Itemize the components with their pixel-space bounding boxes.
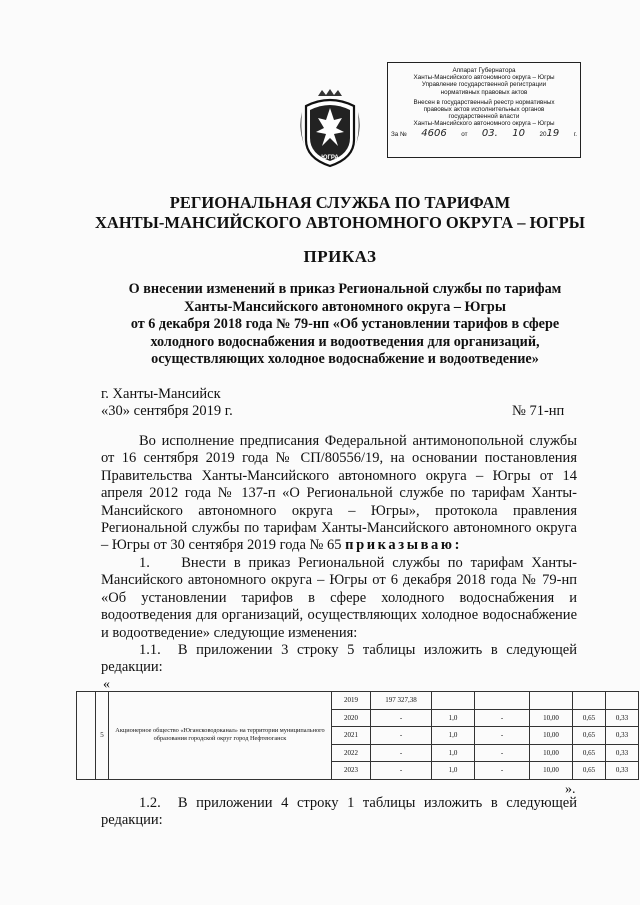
table-cell: 197 327,38 — [371, 692, 432, 710]
emblem-label: ЮГРА — [321, 155, 339, 161]
stamp-reg-prefix: За № — [391, 130, 407, 138]
tariff-table — [76, 691, 639, 780]
table-cell: - — [371, 727, 432, 745]
table-cell: - — [475, 744, 530, 762]
quote-close: ». — [565, 782, 576, 797]
table-cell: 0,65 — [573, 709, 606, 727]
table-cell: 0,33 — [606, 744, 639, 762]
table-cell: 1,0 — [432, 744, 475, 762]
stamp-line: правовых актов исполнительных органов — [423, 106, 545, 114]
clause-1-2: 1.2. В приложении 4 строку 1 таблицы изложить в следующей редакции: — [101, 795, 577, 829]
stamp-line: Внесен в государственный реестр нормативных — [413, 98, 555, 106]
city: г. Ханты-Мансийск — [101, 386, 221, 402]
table-cell — [606, 692, 639, 710]
table-cell: - — [371, 709, 432, 727]
order-word: приказываю: — [345, 537, 463, 554]
table-row — [77, 692, 639, 710]
stamp-reg-month: 10 — [512, 127, 526, 139]
subject-line: Ханты-Мансийского автономного округа – Югры — [184, 298, 506, 315]
stamp-reg-year-prefix: 20 — [539, 130, 547, 138]
year-cell: 2019 — [332, 692, 371, 710]
clause-1-1: 1.1. В приложении 3 строку 5 таблицы изложить в следующей редакции: — [101, 642, 577, 676]
table-cell: - — [475, 762, 530, 780]
table-cell: - — [475, 727, 530, 745]
table-cell — [432, 692, 475, 710]
table-cell: 0,33 — [606, 709, 639, 727]
quote-open: « — [103, 677, 110, 692]
year-cell: 2022 — [332, 744, 371, 762]
table-cell: 0,33 — [606, 762, 639, 780]
year-cell: 2020 — [332, 709, 371, 727]
stamp-reg-day: 03. — [481, 127, 498, 139]
registration-stamp — [387, 62, 581, 158]
stamp-line: Ханты-Мансийского автономного округа – Югры — [413, 120, 555, 128]
table-cell: 0,65 — [573, 762, 606, 780]
row-index: 5 — [96, 692, 109, 780]
table-cell: 1,0 — [432, 762, 475, 780]
table-cell: 10,00 — [530, 744, 573, 762]
table-cell: 10,00 — [530, 762, 573, 780]
organization-cell: Акционерное общество «Югансководоканал» на территории муниципального образования городской округ город Нефтеюганск — [109, 692, 332, 780]
year-cell: 2021 — [332, 727, 371, 745]
stamp-reg-suffix: г. — [573, 130, 577, 138]
preamble-paragraph — [101, 433, 577, 555]
stamp-line: государственной власти — [448, 113, 520, 121]
table-cell — [573, 692, 606, 710]
table-cell: 1,0 — [432, 709, 475, 727]
table-cell: 10,00 — [530, 727, 573, 745]
table-cell — [530, 692, 573, 710]
document-type: ПРИКАЗ — [303, 247, 377, 266]
organization-title-line: ХАНТЫ-МАНСИЙСКОГО АВТОНОМНОГО ОКРУГА – ЮГРЫ — [95, 213, 585, 232]
document-number: № 71-нп — [512, 403, 565, 419]
table-cell: - — [371, 744, 432, 762]
coat-of-arms-emblem — [296, 88, 364, 170]
subject-line: осуществляющих холодное водоснабжение и водоотведение» — [151, 351, 539, 367]
stamp-reg-sep: от — [461, 130, 468, 138]
stamp-reg-number: 4606 — [421, 127, 447, 139]
year-cell: 2023 — [332, 762, 371, 780]
table-cell: 0,65 — [573, 727, 606, 745]
stamp-line: нормативных правовых актов — [440, 88, 528, 96]
document-date: «30» сентября 2019 г. — [101, 403, 233, 419]
subject-line: от 6 декабря 2018 года № 79-нп «Об установлении тарифов в сфере — [130, 316, 560, 332]
table-cell: - — [371, 762, 432, 780]
table-cell: 10,00 — [530, 709, 573, 727]
clause-1: 1. Внести в приказ Региональной службы по тарифам Ханты-Мансийского автономного округа – Югры от 6 декабря 2018 года № 79-нп «Об установлении тарифов в сфере холодного водоснабжения и водоотведения для организаций, осуществляющих холодное водоснабжение и водоотведение» следующие изменения: — [101, 555, 577, 641]
stamp-line: Ханты-Мансийского автономного округа – Югры — [413, 74, 555, 82]
preamble-text: Во исполнение предписания Федеральной антимонопольной службы от 16 сентября 2019 года № СП/80556/19, на основании постановления Правительства Ханты-Мансийского автономного округа – Югры от 14 апреля 2012 года № 137-п «О Региональной службе по тарифам Ханты-Мансийского автономного округа – Югры», протокола правления Региональной службы по тарифам Ханты-Мансийского автономного округа – Югры от 30 сентября 2019 года № 65 — [101, 433, 577, 554]
document-subject — [70, 281, 620, 369]
organization-title-line: РЕГИОНАЛЬНАЯ СЛУЖБА ПО ТАРИФАМ — [169, 193, 511, 212]
stamp-line: Аппарат Губернатора — [452, 67, 516, 74]
table-cell: 1,0 — [432, 727, 475, 745]
subject-line: О внесении изменений в приказ Региональной службы по тарифам — [128, 281, 562, 297]
table-cell: 0,65 — [573, 744, 606, 762]
stamp-registration — [391, 127, 577, 139]
stamp-reg-year: 19 — [546, 127, 560, 139]
table-cell: - — [475, 709, 530, 727]
table-cell: 0,33 — [606, 727, 639, 745]
subject-line: холодного водоснабжения и водоотведения для организаций, — [150, 333, 540, 350]
stamp-line: Управление государственной регистрации — [421, 81, 547, 89]
organization-title — [60, 193, 620, 233]
table-cell — [475, 692, 530, 710]
